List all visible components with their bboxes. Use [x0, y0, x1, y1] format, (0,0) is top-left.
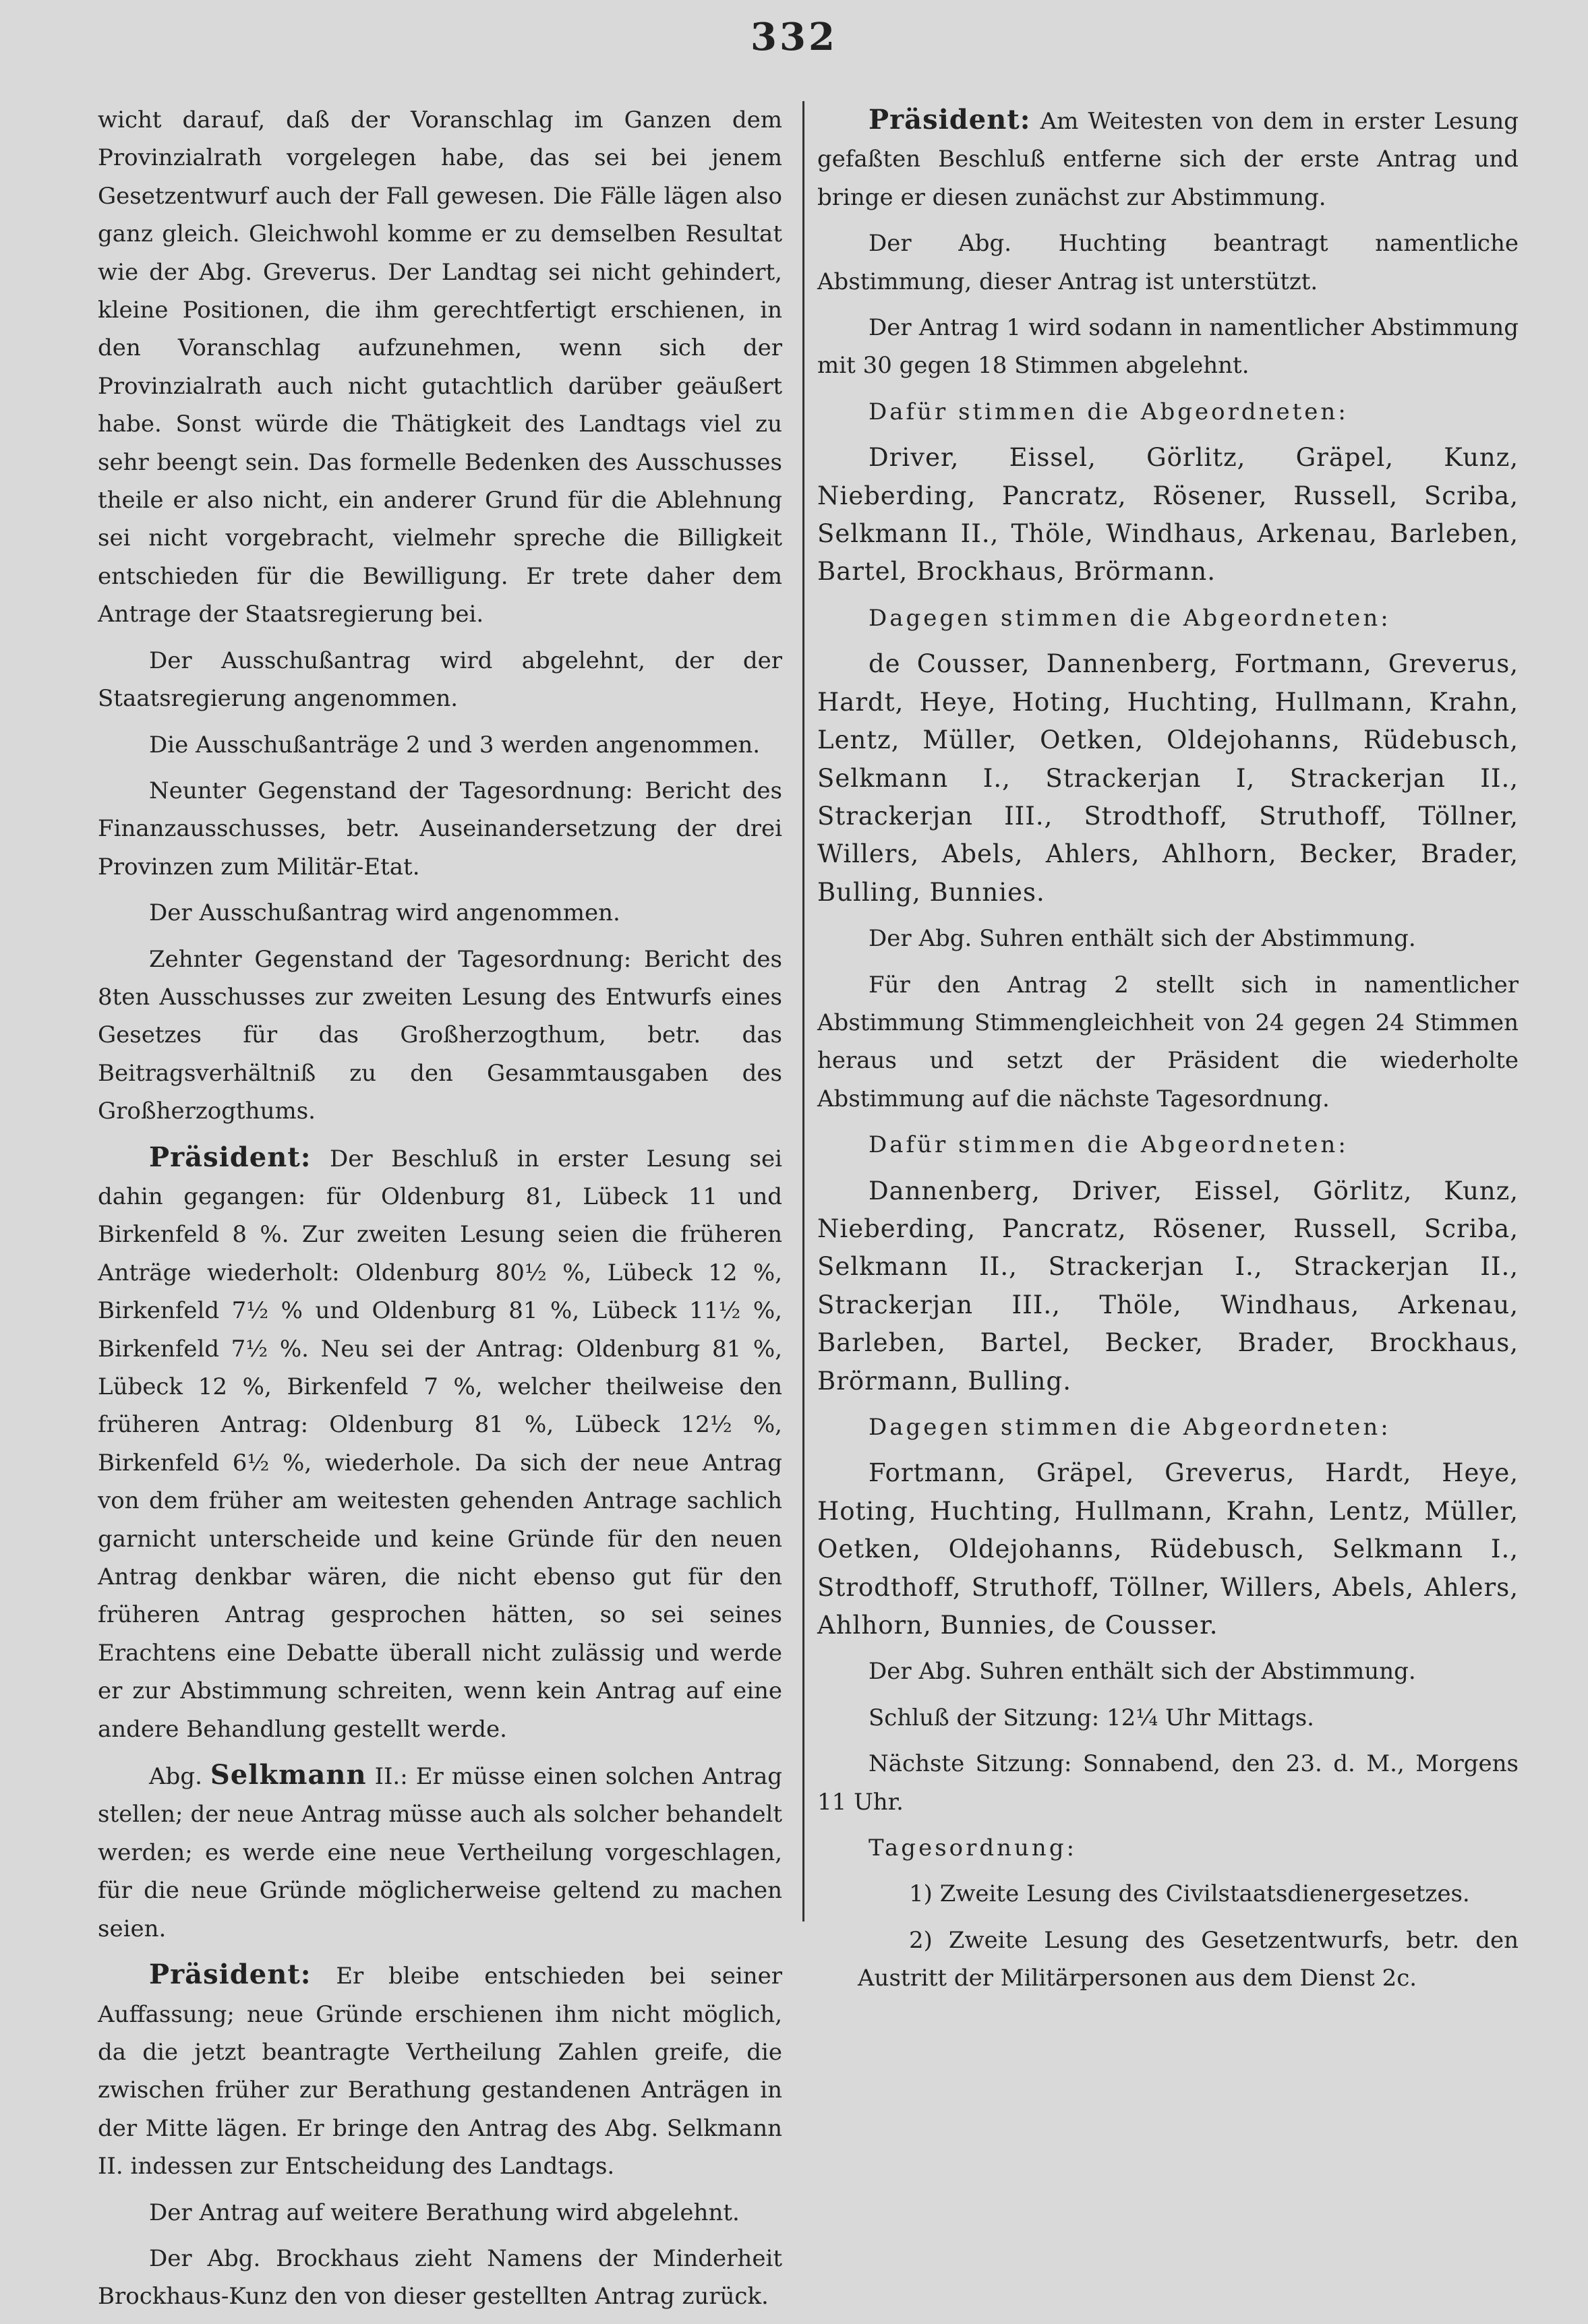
vote-heading: Dagegen stimmen die Abgeordneten: — [869, 1414, 1391, 1441]
paragraph: Der Abg. Huchting beantragt namentliche Abstimmung, dieser Antrag ist unterstützt. — [817, 230, 1519, 295]
speaker-name: Selkmann — [210, 1759, 367, 1791]
speech-paragraph — [98, 1756, 782, 1948]
left-column — [98, 101, 782, 2324]
paragraph: Für den Antrag 2 stellt sich in namentlicher Abstimmung Stimmengleichheit von 24 gegen 24 Stimmen heraus und setzt der Präsident die wiederholte Abstimmung auf die nächste Tagesordnung. — [817, 971, 1519, 1112]
speech-paragraph — [98, 1139, 782, 1749]
paragraph: wicht darauf, daß der Voranschlag im Ganzen dem Provinzialrath vorgelegen habe, das sei bei jenem Gesetzentwurf auch der Fall gewesen. Die Fälle lägen also ganz gleich. Gleichwohl komme er zu demselben Resultat wie der Abg. Greverus. Der Landtag sei nicht gehindert, kleine Positionen, die ihm gerechtfertigt erschienen, in den Voranschlag aufzunehmen, wenn sich der Provinzialrath auch nicht gutachtlich darüber geäußert habe. Sonst würde die Thätigkeit des Landtags viel zu sehr beengt sein. Das formelle Bedenken des Ausschusses theile er also nicht, ein anderer Grund für die Ablehnung sei nicht vorgebracht, vielmehr spreche die Billigkeit entschieden für die Bewilligung. Er trete daher dem Antrage der Staatsregierung bei. — [98, 107, 782, 628]
vote-heading: Dafür stimmen die Abgeordneten: — [869, 1131, 1349, 1159]
agenda-heading: Tagesordnung: — [869, 1835, 1078, 1862]
paragraph: Der Antrag auf weitere Berathung wird abgelehnt. — [149, 2199, 740, 2226]
speaker-name: Präsident: — [149, 1959, 312, 1991]
paragraph: Der Ausschußantrag wird abgelehnt, der der Staatsregierung angenommen. — [98, 647, 782, 713]
right-column — [817, 101, 1519, 2006]
speech-text: II.: Er müsse einen solchen Antrag stellen; der neue Antrag müsse auch als solcher behandelt werden; es werde eine neue Vertheilung vorgeschlagen, für die neue Gründe möglicherweise geltend zu machen seien. — [98, 1763, 783, 1942]
column-divider — [802, 101, 804, 1921]
vote-heading: Dafür stimmen die Abgeordneten: — [869, 398, 1349, 425]
agenda-item: 2) Zweite Lesung des Gesetzentwurfs, betr. den Austritt der Militärpersonen aus dem Dienst 2c. — [858, 1926, 1519, 1992]
speech-paragraph — [817, 101, 1519, 216]
speech-prefix: Abg. — [149, 1763, 210, 1791]
paragraph: Der Abg. Suhren enthält sich der Abstimmung. — [869, 925, 1416, 953]
speech-text: Der Beschluß in erster Lesung sei dahin gegangen: für Oldenburg 81, Lübeck 11 und Birkenfeld 8 %. Zur zweiten Lesung seien die früheren Anträge wiederholt: Oldenburg 80½ %, Lübeck 12 %, Birkenfeld 7½ % und Oldenburg 81 %, Lübeck 11½ %, Birkenfeld 7½ %. Neu sei der Antrag: Oldenburg 81 %, Lübeck 12 %, Birkenfeld 7 %, welcher theilweise den früheren Antrag: Oldenburg 81 %, Lübeck 12½ %, Birkenfeld 6½ %, wiederhole. Da sich der neue Antrag von dem früher am weitesten gehenden Antrage sachlich garnicht unterscheide und keine Gründe für den neuen Antrag denkbar wären, die nicht ebenso gut für den früheren Antrag gesprochen hätten, so sei seines Erachtens eine Debatte überall nicht zulässig und werde er zur Abstimmung schreiten, wenn kein Antrag auf eine andere Behandlung gestellt werde. — [98, 1145, 782, 1743]
name-list: Driver, Eissel, Görlitz, Gräpel, Kunz, Nieberding, Pancratz, Rösener, Russell, Scriba, Selkmann II., Thöle, Windhaus, Arkenau, Barleben, Bartel, Brockhaus, Brörmann. — [817, 443, 1519, 587]
paragraph: Neunter Gegenstand der Tagesordnung: Bericht des Finanzausschusses, betr. Auseinandersetzung der drei Provinzen zum Militär-Etat. — [98, 777, 782, 881]
speaker-name: Präsident: — [869, 104, 1031, 136]
name-list: de Cousser, Dannenberg, Fortmann, Greverus, Hardt, Heye, Hoting, Huchting, Hullmann, Krahn, Lentz, Müller, Oetken, Oldejohanns, Rüdebusch, Selkmann I., Strackerjan I, Strackerjan II., Strackerjan III., Strodthoff, Struthoff, Töllner, Willers, Abels, Ahlers, Ahlhorn, Becker, Brader, Bulling, Bunnies. — [817, 649, 1519, 907]
speaker-name: Präsident: — [149, 1141, 312, 1173]
paragraph: Die Ausschußanträge 2 und 3 werden angenommen. — [149, 731, 761, 758]
page-number: 332 — [751, 15, 837, 59]
agenda-item: 1) Zweite Lesung des Civilstaatsdienergesetzes. — [909, 1880, 1470, 1908]
paragraph: Nächste Sitzung: Sonnabend, den 23. d. M., Morgens 11 Uhr. — [817, 1750, 1519, 1816]
paragraph: Der Antrag 1 wird sodann in namentlicher Abstimmung mit 30 gegen 18 Stimmen abgelehnt. — [817, 314, 1519, 380]
speech-paragraph — [98, 1956, 782, 2185]
paragraph: Der Ausschußantrag wird angenommen. — [149, 899, 620, 927]
paragraph: Zehnter Gegenstand der Tagesordnung: Bericht des 8ten Ausschusses zur zweiten Lesung des Entwurfs eines Gesetzes für das Großherzogthum, betr. das Beitragsverhältniß zu den Gesammtausgaben des Großherzogthums. — [98, 945, 782, 1125]
vote-heading: Dagegen stimmen die Abgeordneten: — [869, 604, 1391, 632]
name-list: Fortmann, Gräpel, Greverus, Hardt, Heye, Hoting, Huchting, Hullmann, Krahn, Lentz, Müller, Oetken, Oldejohanns, Rüdebusch, Selkmann I., Strodthoff, Struthoff, Töllner, Willers, Abels, Ahlers, Ahlhorn, Bunnies, de Cousser. — [817, 1458, 1519, 1640]
paragraph: Der Abg. Brockhaus zieht Namens der Minderheit Brockhaus-Kunz den von dieser gestellten Antrag zurück. — [98, 2244, 782, 2311]
speech-text: Am Weitesten von dem in erster Lesung gefaßten Beschluß entferne sich der erste Antrag und bringe er diesen zunächst zur Abstimmung. — [817, 108, 1519, 211]
paragraph: Der Abg. Suhren enthält sich der Abstimmung. — [869, 1658, 1416, 1686]
name-list: Dannenberg, Driver, Eissel, Görlitz, Kunz, Nieberding, Pancratz, Rösener, Russell, Scriba, Selkmann II., Strackerjan I., Strackerjan II., Strackerjan III., Thöle, Windhaus, Arkenau, Barleben, Bartel, Becker, Brader, Brockhaus, Brörmann, Bulling. — [817, 1176, 1519, 1396]
paragraph: Schluß der Sitzung: 12¼ Uhr Mittags. — [869, 1704, 1314, 1731]
speech-text: Er bleibe entschieden bei seiner Auffassung; neue Gründe erschienen ihm nicht möglich, da die jetzt beantragte Vertheilung Zahlen greife, die zwischen früher zur Berathung gestandenen Anträgen in der Mitte lägen. Er bringe den Antrag des Abg. Selkmann II. indessen zur Entscheidung des Landtags. — [98, 1963, 782, 2180]
